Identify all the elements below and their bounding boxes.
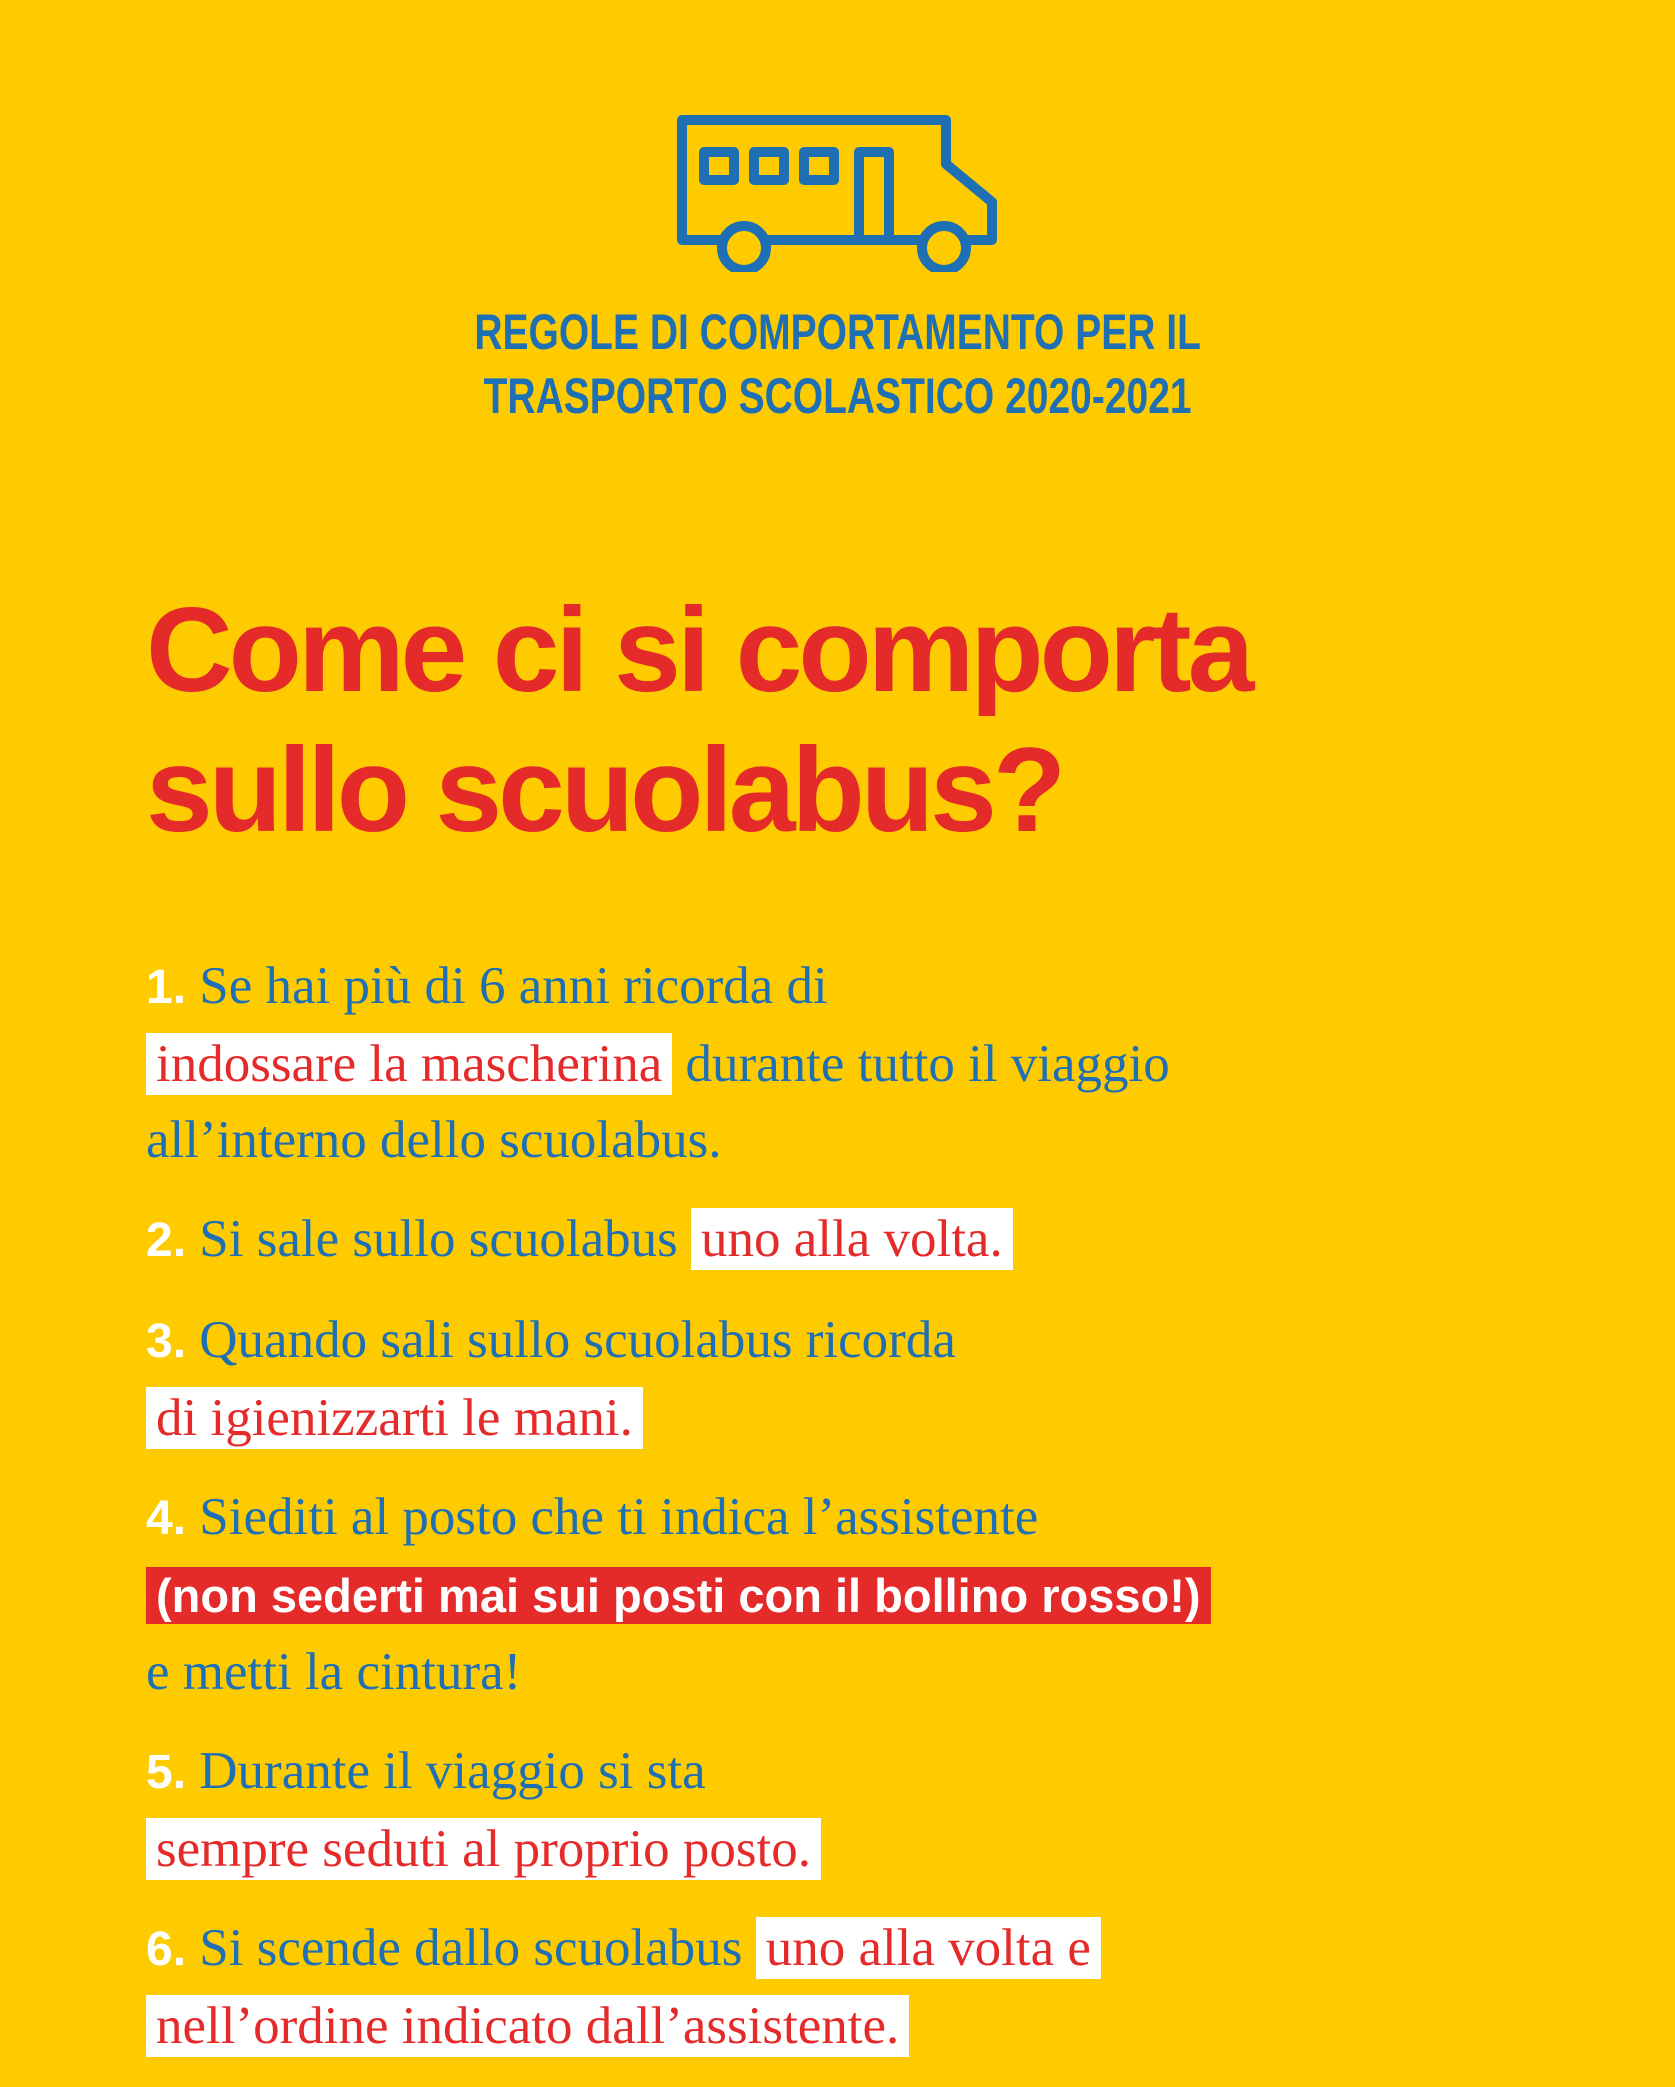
- title-line-2: sullo scuolabus?: [146, 723, 1063, 857]
- rule-text: Si scende dallo scuolabus: [199, 1919, 743, 1977]
- rule-number: 1.: [146, 961, 187, 1014]
- rule-highlight-2: nell’ordine indicato dall’assistente.: [146, 1995, 909, 2057]
- rule-number: 4.: [146, 1492, 187, 1545]
- rule-text-after: durante tutto il viaggio: [685, 1035, 1170, 1093]
- rule-number: 3.: [146, 1315, 187, 1368]
- rule-item-5: [146, 1733, 1626, 1887]
- rule-highlight: di igienizzarti le mani.: [146, 1387, 643, 1449]
- rule-number: 5.: [146, 1746, 187, 1799]
- rule-number: 6.: [146, 1923, 187, 1976]
- rule-text: Siediti al posto che ti indica l’assistente: [199, 1488, 1039, 1546]
- rule-text-after: e metti la cintura!: [146, 1643, 522, 1701]
- rule-text-after-2: all’interno dello scuolabus.: [146, 1111, 722, 1169]
- rule-highlight: sempre seduti al proprio posto.: [146, 1818, 821, 1880]
- page-title: [146, 580, 1646, 860]
- rule-item-4: [146, 1479, 1626, 1710]
- subtitle-line-1: REGOLE DI COMPORTAMENTO PER IL: [474, 304, 1201, 360]
- rule-item-6: [146, 1910, 1626, 2064]
- rule-item-2: [146, 1201, 1626, 1279]
- rule-text: Quando sali sullo scuolabus ricorda: [199, 1311, 956, 1369]
- school-bus-icon: [674, 112, 1004, 272]
- rule-text: Durante il viaggio si sta: [199, 1742, 706, 1800]
- rule-highlight: indossare la mascherina: [146, 1033, 672, 1095]
- subtitle: [184, 300, 1491, 428]
- rule-text: Se hai più di 6 anni ricorda di: [199, 957, 828, 1015]
- rule-highlight: uno alla volta.: [691, 1208, 1013, 1270]
- title-line-1: Come ci si comporta: [146, 583, 1251, 717]
- rule-item-3: [146, 1302, 1626, 1456]
- rule-item-1: [146, 948, 1626, 1178]
- rule-highlight-red: (non sederti mai sui posti con il bollino rosso!): [146, 1567, 1211, 1624]
- rules-list: [146, 948, 1626, 2087]
- rule-text: Si sale sullo scuolabus: [199, 1210, 678, 1268]
- rule-highlight: uno alla volta e: [756, 1917, 1101, 1979]
- rule-number: 2.: [146, 1214, 187, 1267]
- subtitle-line-2: TRASPORTO SCOLASTICO 2020-2021: [483, 368, 1192, 424]
